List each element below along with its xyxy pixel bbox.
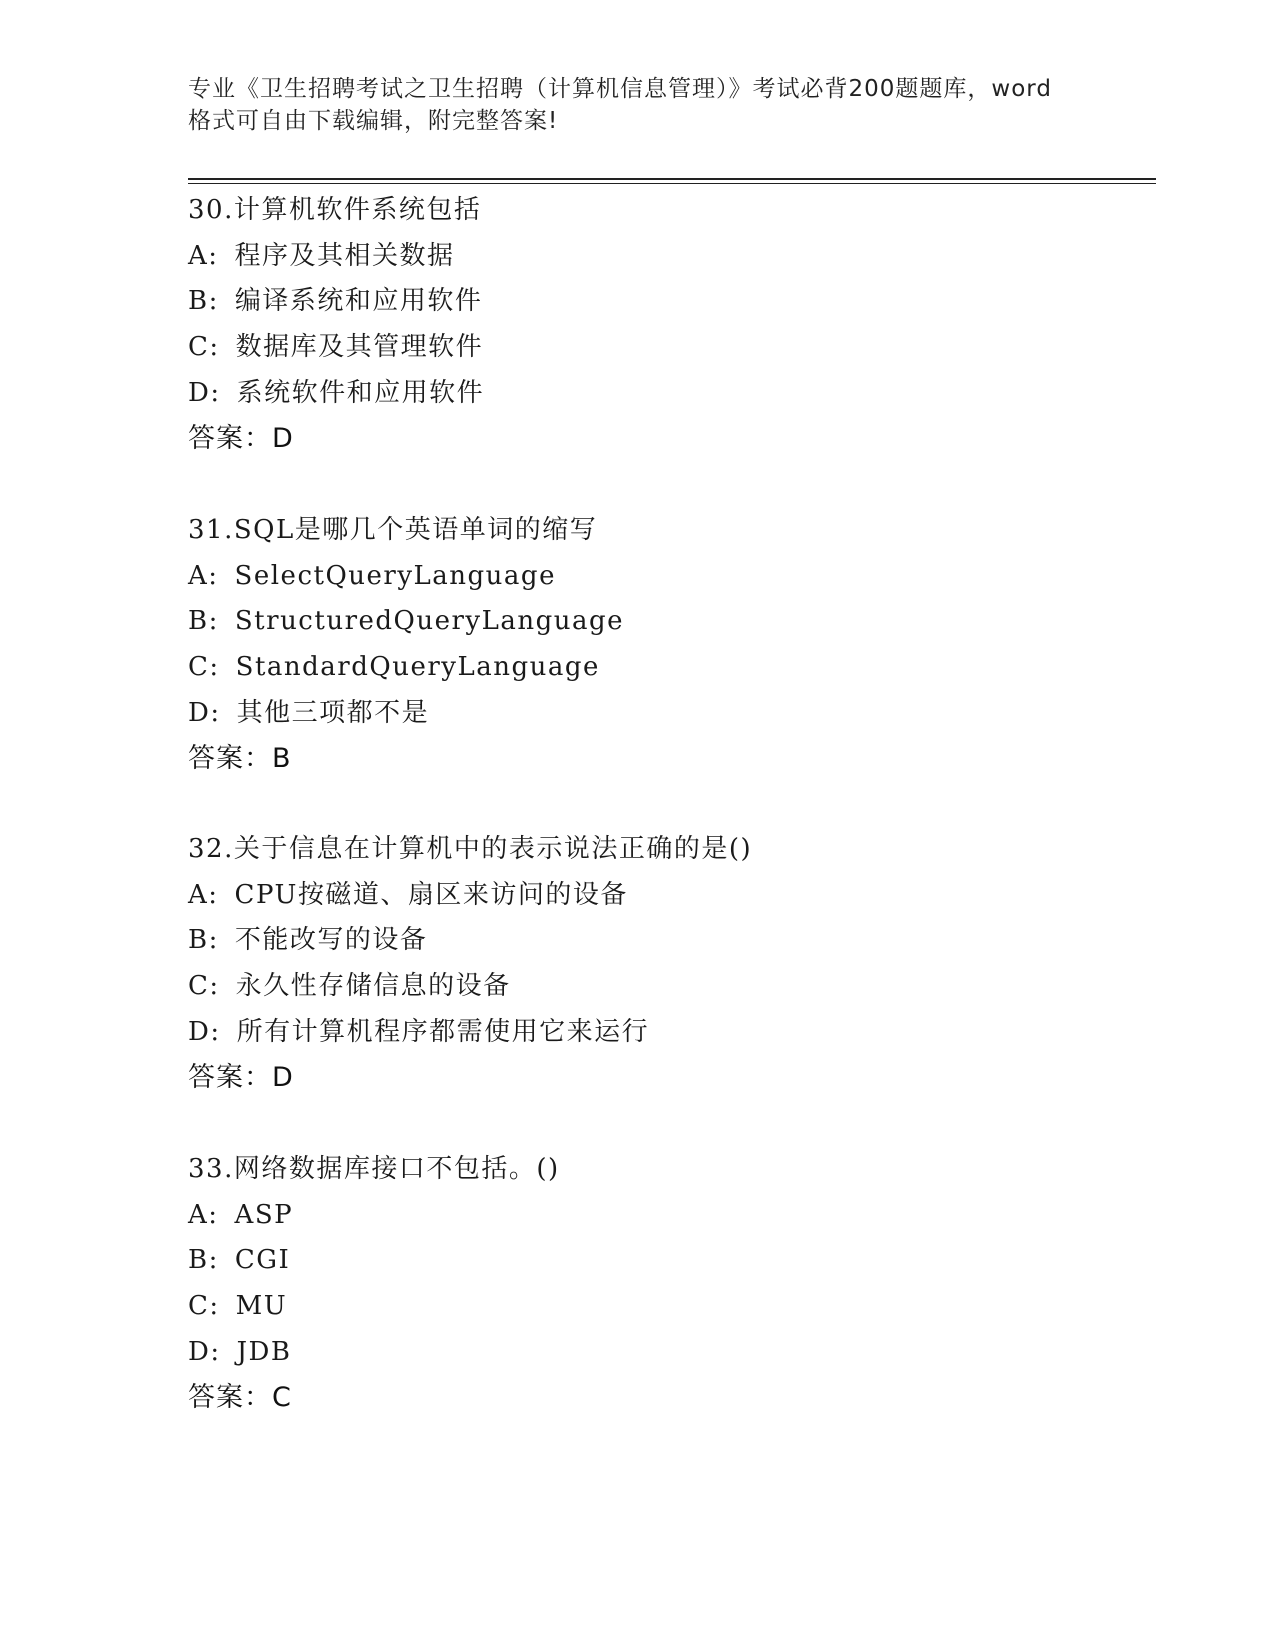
document-header — [188, 73, 1088, 137]
option-a — [188, 234, 1148, 280]
option-d — [188, 371, 1148, 417]
option-text: CPU按磁道、扇区来访问的设备 — [234, 879, 628, 910]
option-b — [188, 1238, 1148, 1284]
option-text: 永久性存储信息的设备 — [235, 971, 511, 1002]
option-letter: A: — [188, 879, 219, 910]
header-line-1: 专业《卫生招聘考试之卫生招聘（计算机信息管理）》考试必背200题题库，word — [188, 76, 1052, 102]
option-d — [188, 691, 1148, 737]
option-text: 不能改写的设备 — [234, 925, 428, 956]
question-block — [188, 188, 1148, 462]
option-letter: B: — [188, 286, 219, 317]
answer-label: 答案： — [188, 743, 272, 775]
option-letter: C: — [188, 1291, 220, 1322]
option-letter: B: — [188, 606, 219, 637]
option-text: 系统软件和应用软件 — [236, 377, 485, 408]
option-text: 编译系统和应用软件 — [234, 286, 483, 317]
option-c — [188, 325, 1148, 371]
option-b — [188, 279, 1148, 325]
question-title: 31.SQL是哪几个英语单词的缩写 — [188, 515, 598, 545]
answer-line — [188, 736, 1148, 782]
header-divider-thin — [188, 183, 1156, 184]
option-a — [188, 554, 1148, 600]
option-letter: D: — [188, 1016, 221, 1047]
answer-value: D — [272, 1062, 294, 1094]
option-text: StructuredQueryLanguage — [234, 606, 625, 637]
question-block — [188, 508, 1148, 782]
option-a — [188, 1193, 1148, 1239]
option-text: StandardQueryLanguage — [235, 652, 600, 683]
option-letter: B: — [188, 1245, 219, 1276]
answer-label: 答案： — [188, 423, 272, 455]
option-letter: A: — [188, 1199, 219, 1230]
option-d — [188, 1330, 1148, 1376]
option-c — [188, 964, 1148, 1010]
option-text: 所有计算机程序都需使用它来运行 — [236, 1016, 650, 1047]
option-letter: A: — [188, 240, 219, 271]
question-block — [188, 1147, 1148, 1421]
question-block — [188, 827, 1148, 1101]
question-title: 33.网络数据库接口不包括。() — [188, 1154, 560, 1184]
option-text: 程序及其相关数据 — [234, 240, 455, 271]
option-letter: C: — [188, 971, 220, 1002]
answer-value: D — [272, 423, 294, 455]
option-letter: C: — [188, 652, 220, 683]
option-b — [188, 918, 1148, 964]
option-a — [188, 873, 1148, 919]
option-text: 数据库及其管理软件 — [235, 332, 484, 363]
answer-label: 答案： — [188, 1382, 272, 1414]
answer-line — [188, 1375, 1148, 1421]
option-letter: D: — [188, 377, 221, 408]
option-text: 其他三项都不是 — [236, 697, 430, 728]
option-text: SelectQueryLanguage — [234, 560, 556, 591]
option-letter: B: — [188, 925, 219, 956]
option-text: MU — [235, 1291, 288, 1322]
answer-label: 答案： — [188, 1062, 272, 1094]
option-c — [188, 1284, 1148, 1330]
question-title: 30.计算机软件系统包括 — [188, 195, 482, 225]
option-d — [188, 1010, 1148, 1056]
option-text: JDB — [236, 1336, 292, 1367]
header-line-2: 格式可自由下载编辑，附完整答案! — [188, 108, 559, 134]
option-letter: C: — [188, 332, 220, 363]
answer-value: B — [272, 743, 292, 775]
option-text: ASP — [234, 1199, 294, 1230]
option-c — [188, 645, 1148, 691]
header-divider-thick — [188, 178, 1156, 180]
option-letter: D: — [188, 1336, 221, 1367]
answer-line — [188, 416, 1148, 462]
option-letter: A: — [188, 560, 219, 591]
answer-value: C — [272, 1382, 292, 1414]
answer-line — [188, 1055, 1148, 1101]
question-title: 32.关于信息在计算机中的表示说法正确的是() — [188, 834, 753, 864]
option-b — [188, 599, 1148, 645]
option-text: CGI — [234, 1245, 291, 1276]
option-letter: D: — [188, 697, 221, 728]
